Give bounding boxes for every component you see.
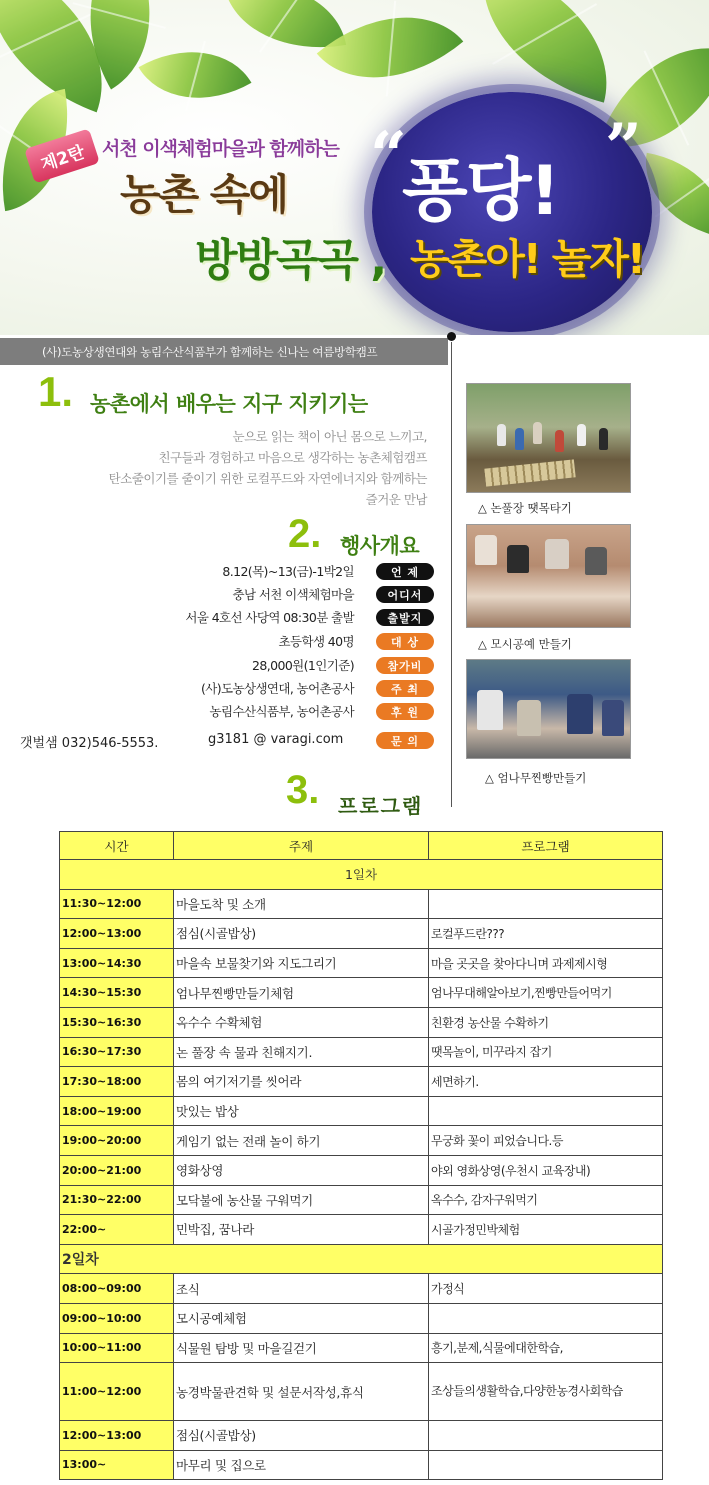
schedule-program: 야외 영화상영(우천시 교육장내) [429,1155,663,1185]
info-label: 후 원 [376,703,434,720]
info-label: 어디서 [376,586,434,603]
info-label: 문 의 [376,732,434,749]
info-row-host [0,679,440,699]
vertical-divider [451,342,452,807]
table-row [60,1096,663,1126]
info-value: 농림수산식품부, 농어촌공사 [209,704,354,719]
schedule-table [59,831,663,1480]
table-header-row [60,832,663,860]
schedule-time: 18:00~19:00 [60,1096,174,1126]
schedule-topic: 모시공예체험 [174,1303,429,1333]
person-figure [567,694,593,734]
schedule-topic: 엄나무찐빵만들기체험 [174,978,429,1008]
description-line: 탄소줄이기를 줄이기 위한 로컬푸드와 자연에너지와 함께하는 [108,471,427,486]
round-badge: 제2탄 [24,128,100,183]
photo-raft-riding [466,383,631,493]
schedule-topic: 논 풀장 속 물과 친해지기. [174,1037,429,1067]
table-row [60,919,663,949]
contact-email[interactable]: g3181 @ varagi.com [208,732,344,747]
schedule-time: 15:30~16:30 [60,1007,174,1037]
leaf-decoration [139,22,252,128]
schedule-topic: 게임기 없는 전래 놀이 하기 [174,1126,429,1156]
schedule-topic: 식물원 탐방 및 마을길걷기 [174,1333,429,1363]
person-figure [585,547,607,575]
schedule-program [429,1096,663,1126]
schedule-time: 13:00~14:30 [60,948,174,978]
column-header: 주제 [174,832,429,860]
photo-ramie-craft [466,524,631,628]
schedule-program: 무궁화 꽃이 피었습니다.등 [429,1126,663,1156]
info-row-contact [0,731,440,751]
table-row [60,1185,663,1215]
section2-number: 2. [288,512,322,556]
info-label: 출발지 [376,609,434,626]
raft-shape [484,459,575,486]
info-label: 참가비 [376,657,434,674]
schedule-topic: 마무리 및 집으로 [174,1450,429,1480]
info-label: 대 상 [376,633,434,650]
description-line: 즐거운 만남 [365,492,427,507]
photo-bread-making [466,659,631,759]
section3-title: 프로그램 [338,794,424,818]
schedule-topic: 농경박물관견학 및 설문서작성,휴식 [174,1363,429,1421]
table-row [60,1215,663,1245]
table-row [60,1007,663,1037]
schedule-topic: 점심(시골밥상) [174,1421,429,1451]
schedule-program: 친환경 농산물 수확하기 [429,1007,663,1037]
section1-number: 1. [38,368,74,415]
table-row [60,1274,663,1304]
schedule-time: 13:00~ [60,1450,174,1480]
info-value: 28,000원(1인기준) [252,658,354,673]
person-figure [507,545,529,573]
info-row-where [0,585,440,605]
organizer-banner: (사)도농상생연대와 농림수산식품부가 함께하는 신나는 여름방학캠프 [0,338,448,365]
person-figure [475,535,497,565]
section2-title: 행사개요 [340,534,420,558]
schedule-topic: 마을속 보물찾기와 지도그리기 [174,948,429,978]
description-line: 눈으로 읽는 책이 아닌 몸으로 느끼고, [232,429,427,444]
info-row-target [0,632,440,652]
person-figure [545,539,569,569]
schedule-time: 11:30~12:00 [60,889,174,919]
schedule-time: 21:30~22:00 [60,1185,174,1215]
info-value: (사)도농상생연대, 농어촌공사 [200,681,354,696]
hero-title-main: 퐁당! [402,152,559,231]
info-row-fee [0,656,440,676]
schedule-program: 로컬푸드란??? [429,919,663,949]
info-value: 서울 4호선 사당역 08:30분 출발 [185,610,354,625]
quote-open-mark: “ [370,118,407,193]
schedule-program: 옥수수, 감자구워먹기 [429,1185,663,1215]
schedule-body [60,860,663,1480]
leaf-decoration [459,0,631,103]
schedule-time: 16:30~17:30 [60,1037,174,1067]
table-row [60,1126,663,1156]
person-figure [599,428,608,450]
table-row [60,889,663,919]
hero-line2b: 농촌아! 놀자! [410,235,644,283]
person-figure [533,422,542,444]
table-row [60,1037,663,1067]
hero-line1: 농촌 속에 [120,170,287,219]
photo-caption: △ 모시공예 만들기 [478,637,572,651]
photo-caption: △ 논풀장 땟목타기 [478,501,572,515]
schedule-program: 땟목놀이, 미꾸라지 잡기 [429,1037,663,1067]
schedule-time: 11:00~12:00 [60,1363,174,1421]
section3-number: 3. [286,768,320,812]
person-figure [477,690,503,730]
schedule-topic: 영화상영 [174,1155,429,1185]
schedule-program: 조상들의생활학습,다양한농경사회학습 [429,1363,663,1421]
hero-line2a: 방방곡곡 , [195,235,386,286]
photo-caption: △ 엄나무찐빵만들기 [485,771,587,785]
schedule-program [429,1421,663,1451]
schedule-topic: 조식 [174,1274,429,1304]
hero-subtitle: 서천 이색체험마을과 함께하는 [102,138,339,160]
schedule-time: 20:00~21:00 [60,1155,174,1185]
schedule-topic: 마을도착 및 소개 [174,889,429,919]
schedule-program [429,889,663,919]
person-figure [517,700,541,736]
schedule-program: 가정식 [429,1274,663,1304]
table-row [60,1421,663,1451]
quote-close-mark: ” [605,110,642,185]
day-label: 2일차 [60,1244,663,1274]
table-row [60,1363,663,1421]
schedule-program: 엄나무대해알아보기,찐빵만들어먹기 [429,978,663,1008]
column-header: 시간 [60,832,174,860]
person-figure [555,430,564,452]
schedule-program [429,1450,663,1480]
contact-phone: 갯벌샘 032)546-5553. [20,736,159,751]
table-row [60,1450,663,1480]
info-value: 초등학생 40명 [278,634,354,649]
info-row-when [0,562,440,582]
info-label: 언 제 [376,563,434,580]
schedule-program: 마을 곳곳을 찾아다니며 과제제시형 [429,948,663,978]
day-label: 1일차 [60,860,663,890]
info-label: 주 최 [376,680,434,697]
schedule-topic: 민박집, 꿈나라 [174,1215,429,1245]
leaf-decoration [317,0,464,119]
section1-title: 농촌에서 배우는 지구 지키기는 [90,392,368,416]
schedule-time: 08:00~09:00 [60,1274,174,1304]
schedule-time: 09:00~10:00 [60,1303,174,1333]
schedule-topic: 맛있는 밥상 [174,1096,429,1126]
hero-banner [0,0,709,335]
info-value: 8.12(목)~13(금)-1박2일 [222,564,354,579]
schedule-time: 12:00~13:00 [60,919,174,949]
person-figure [515,428,524,450]
info-row-departure [0,608,440,628]
description-line: 친구들과 경험하고 마음으로 생각하는 농촌체험캠프 [158,450,427,465]
table-row [60,1333,663,1363]
schedule-program: 시골가정민박체험 [429,1215,663,1245]
info-row-sponsor [0,702,440,722]
column-header: 프로그램 [429,832,663,860]
schedule-topic: 몸의 여기저기를 씻어라 [174,1067,429,1097]
schedule-time: 14:30~15:30 [60,978,174,1008]
table-row [60,1155,663,1185]
table-row [60,1303,663,1333]
section1-description [109,426,427,510]
schedule-topic: 점심(시골밥상) [174,919,429,949]
day-header-row [60,860,663,890]
schedule-topic: 모닥불에 농산물 구워먹기 [174,1185,429,1215]
info-value: 충남 서천 이색체험마을 [232,587,354,602]
bullet-dot [447,332,456,341]
schedule-time: 10:00~11:00 [60,1333,174,1363]
schedule-time: 17:30~18:00 [60,1067,174,1097]
person-figure [602,700,624,736]
day-header-row [60,1244,663,1274]
schedule-topic: 옥수수 수확체험 [174,1007,429,1037]
schedule-program: 세면하기. [429,1067,663,1097]
person-figure [577,424,586,446]
schedule-time: 22:00~ [60,1215,174,1245]
table-row [60,948,663,978]
table-row [60,1067,663,1097]
schedule-time: 12:00~13:00 [60,1421,174,1451]
person-figure [497,424,506,446]
schedule-time: 19:00~20:00 [60,1126,174,1156]
schedule-program: 흥기,분제,식물에대한학습, [429,1333,663,1363]
table-row [60,978,663,1008]
schedule-program [429,1303,663,1333]
